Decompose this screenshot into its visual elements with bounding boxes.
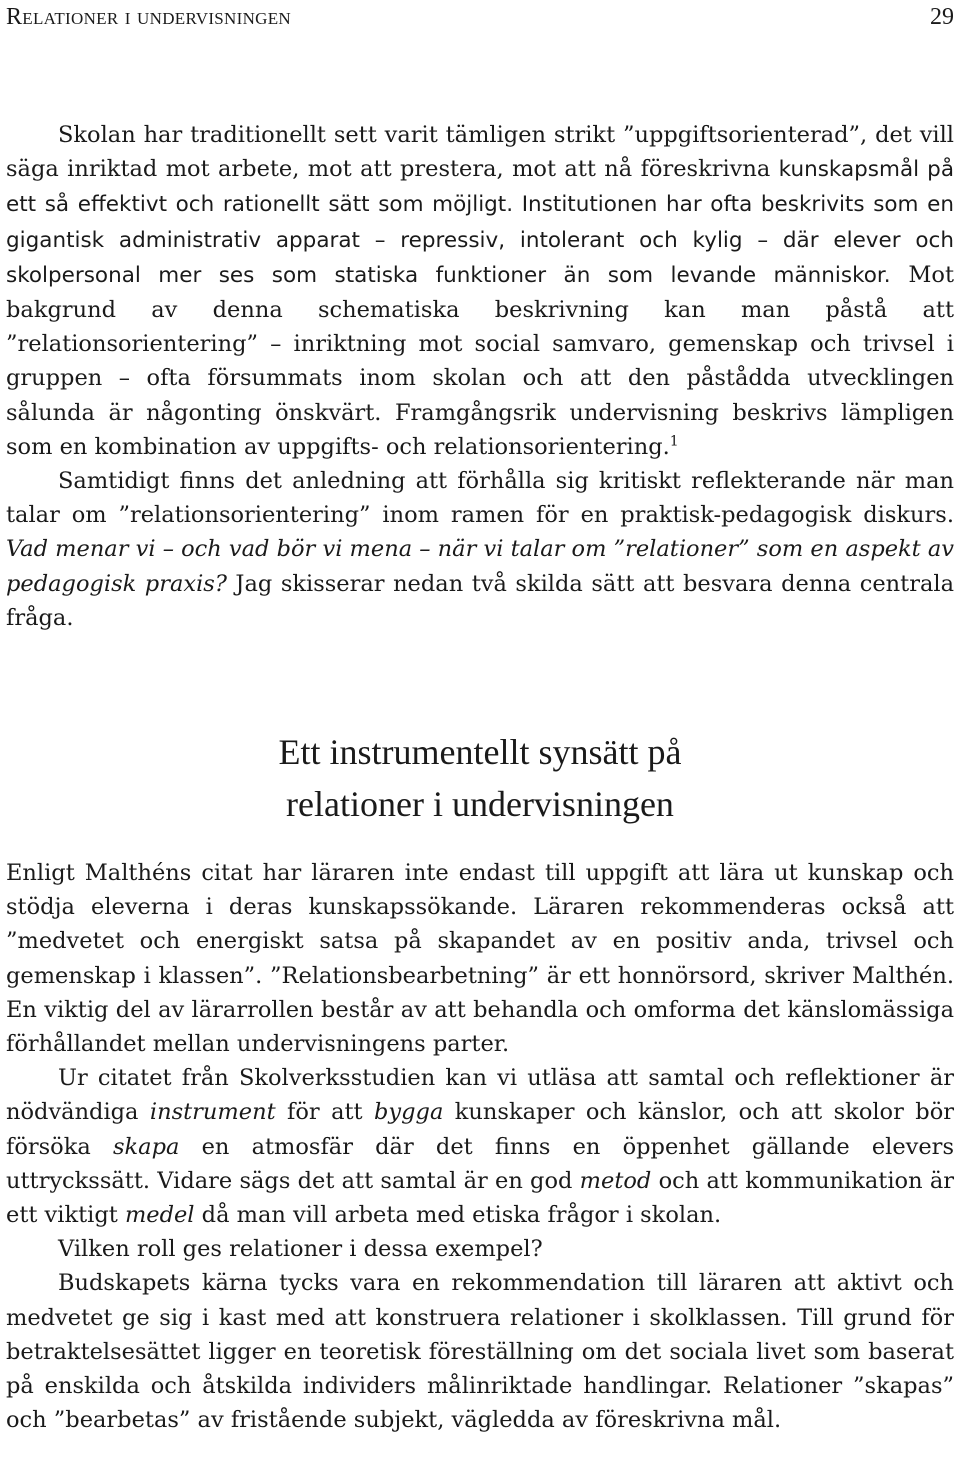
text-run: för att [275,1099,375,1126]
running-title: Relationer i undervisningen [6,4,291,30]
text-run: då man vill arbeta med etiska frågor i skolan. [194,1202,722,1229]
text-run: Jag skisserar nedan två skilda sätt att besvara denna centrala fråga. [6,570,954,631]
italic-term: metod [579,1167,652,1194]
text-run: Ur citatet från Skolverksstudien kan vi utläsa att samtal och reflektioner är nödvändiga [6,1065,954,1126]
text-run: Skolan har traditionellt sett varit tämligen strikt ”uppgiftsorienterad”, det vill säga inriktad mot arbete, mot att prestera, mot att nå föreskrivna [6,122,954,183]
section-text [6,856,954,1437]
paragraph [6,1061,954,1232]
italic-term: bygga [374,1099,444,1126]
paragraph: Enligt Malthéns citat har läraren inte endast till uppgift att lära ut kunskap och stödja eleverna i deras kunskapssökande. Läraren rekommenderas också att ”medvetet och energiskt satsa på skapandet av en positiv anda, trivsel och gemenskap i klassen”. ”Relationsbearbetning” är ett honnörsord, skriver Malthén. En viktig del av lärarrollen består av att behandla och omforma det känslomässiga förhållandet mellan undervisningens parter. [6,860,954,1058]
paragraph [6,118,954,464]
italic-term: instrument [149,1099,276,1126]
heading-line: relationer i undervisningen [286,784,674,824]
text-run: en atmosfär där det finns en öppenhet gällande elevers uttryckssätt. Vidare sägs det att samtal är en god [6,1133,954,1194]
paragraph [6,464,954,635]
running-head [6,4,954,34]
italic-question: Vad menar vi – och vad bör vi mena – när vi talar om ”relationer” som en aspekt av pedagogisk praxis? [6,536,954,597]
page-number: 29 [930,4,954,30]
section-heading [6,726,954,830]
paragraph: Vilken roll ges relationer i dessa exempel? [58,1236,543,1263]
text-run: kunskaper och känslor, och att skolor bör försöka [6,1099,954,1160]
text-run: och att kommunikation är ett viktigt [6,1167,954,1229]
sans-text-run: kunskapsmål på ett så effektivt och rationellt sätt som möjligt. Institutionen har ofta beskrivits som en gigantisk administrativ apparat – repressiv, intolerant och kylig – där elever och skolpersonal mer ses som statiska funktioner än som levande människor. [6,157,954,288]
text-run: Samtidigt finns det anledning att förhålla sig kritiskt reflekterande när man talar om ”relationsorientering” inom ramen för en praktisk-pedagogisk diskurs. [6,468,954,529]
text-run: Mot bakgrund av denna schematiska beskrivning kan man påstå att ”relationsorientering” – inriktning mot social samvaro, gemenskap och trivsel i gruppen – ofta försummats inom skolan och att den påstådda utvecklingen sålunda är någonting önskvärt. Framgångsrik undervisning beskrivs lämpligen som en kombination av uppgifts- och relationsorientering. [6,261,954,460]
paragraph: Budskapets kärna tycks vara en rekommendation till läraren att aktivt och medvetet ge sig i kast med att konstruera relationer i skolklassen. Till grund för betraktelsesättet ligger en teoretisk föreställning om det sociala livet som baserat på enskilda och åtskilda individers målinriktade handlingar. Relationer ”skapas” och ”bearbetas” av fristående subjekt, vägledda av föreskrivna mål. [6,1270,954,1434]
italic-term: skapa [112,1133,180,1160]
intro-text [6,118,954,635]
heading-line: Ett instrumentellt synsätt på [278,732,682,772]
footnote-marker: 1 [669,433,679,450]
italic-term: medel [124,1202,195,1229]
